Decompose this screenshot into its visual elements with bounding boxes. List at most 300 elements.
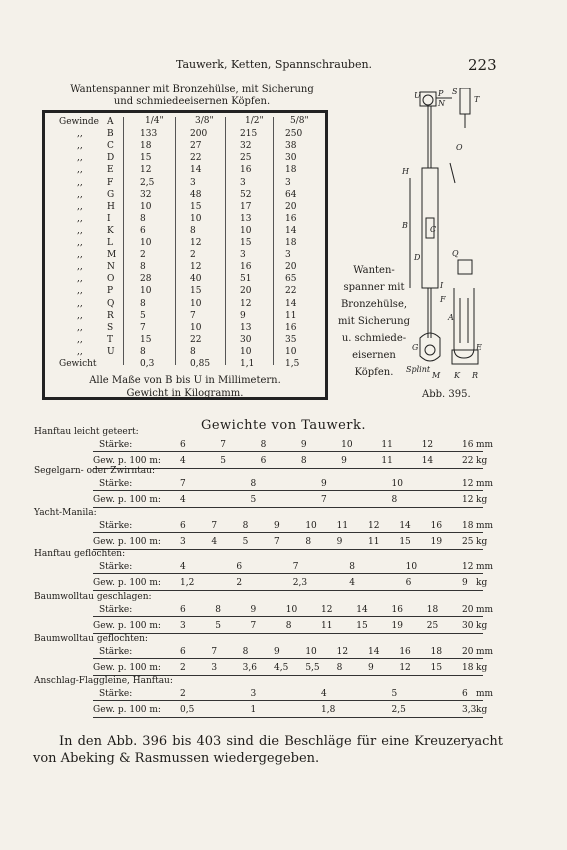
spanner-cell: 32: [140, 189, 152, 200]
gewicht-value: 5: [250, 495, 257, 505]
rope-type-name: Anschlag-Flaggleine, Hanftau:: [34, 676, 173, 686]
spanner-row-label: S: [107, 322, 114, 333]
spanner-row-label: A: [107, 117, 114, 127]
spanner-cell: 18: [285, 165, 297, 176]
staerke-unit: mm: [476, 562, 494, 572]
staerke-value: 6: [462, 689, 468, 699]
spanner-cell: 64: [285, 189, 297, 200]
figure-caption-line: eisernen: [352, 350, 396, 361]
spanner-cell: 40: [190, 274, 202, 285]
staerke-value: 12: [421, 440, 434, 450]
spanner-row-label: K: [107, 225, 114, 236]
gewicht-value: 19: [391, 621, 403, 631]
spanner-cell: 8: [190, 225, 196, 236]
spanner-column-header: 3/8": [195, 116, 214, 126]
figure-letter: N: [438, 99, 445, 108]
spanner-cell: 20: [285, 262, 297, 273]
gewicht-value: 4: [349, 578, 355, 588]
staerke-value: 4: [180, 562, 186, 572]
spanner-cell: 51: [240, 274, 252, 285]
spanner-cell: 15: [190, 286, 202, 297]
spanner-cell: 25: [240, 153, 252, 164]
spanner-table-footnote-2: Gewicht in Kilogramm.: [126, 388, 244, 399]
gewicht-unit: kg: [476, 537, 488, 547]
staerke-value: 16: [430, 521, 443, 531]
spanner-cell: 6: [140, 225, 146, 236]
figure-letter: H: [402, 167, 409, 176]
staerke-value: 3: [250, 689, 257, 699]
spanner-row-ditto: ,,: [77, 250, 83, 261]
spanner-cell: 10: [285, 346, 297, 357]
spanner-cell: 30: [240, 334, 252, 345]
staerke-value: 12: [336, 647, 349, 657]
spanner-cell: 10: [140, 201, 152, 212]
staerke-value: 18: [426, 605, 439, 615]
spanner-row-ditto: ,,: [77, 334, 83, 345]
staerke-value: 5: [391, 689, 398, 699]
spanner-cell: 10: [190, 322, 202, 333]
spanner-cell: 12: [240, 298, 252, 309]
spanner-row-label: U: [107, 346, 115, 357]
gewicht-value: 25: [426, 621, 439, 631]
figure-letter: F: [440, 295, 446, 304]
staerke-value: 20: [462, 605, 474, 615]
spanner-cell: 3: [240, 250, 246, 261]
rope-rule: [93, 616, 483, 617]
spanner-row-ditto: ,,: [77, 238, 83, 248]
spanner-cell: 8: [140, 346, 146, 357]
spanner-row-label: E: [107, 165, 114, 176]
staerke-value: 10: [405, 562, 418, 572]
staerke-unit: mm: [476, 647, 494, 657]
spanner-corner-label: Gewinde: [59, 117, 99, 127]
staerke-value: 7: [211, 521, 218, 531]
staerke-value: 10: [285, 605, 298, 615]
spanner-cell: 16: [240, 262, 252, 273]
gewicht-value: 5,5: [305, 663, 320, 673]
staerke-value: 11: [336, 521, 349, 531]
spanner-row-ditto: ,,: [77, 310, 83, 321]
spanner-cell: 13: [240, 322, 252, 333]
figure-letter: O: [456, 143, 463, 152]
gewicht-value: 14: [421, 456, 434, 466]
figure-letter: B: [402, 221, 408, 230]
spanner-cell: 16: [240, 165, 252, 176]
spanner-cell: 2,5: [140, 177, 155, 188]
staerke-label: Stärke:: [99, 605, 133, 615]
spanner-cell: 8: [190, 346, 196, 357]
spanner-row-ditto: ,,: [77, 225, 83, 236]
staerke-value: 7: [211, 647, 218, 657]
rope-rule: [93, 490, 483, 491]
spanner-column-header: 1/4": [145, 116, 164, 126]
gewicht-value: 30: [462, 621, 474, 631]
gewicht-value: 7: [321, 495, 327, 505]
staerke-value: 8: [215, 605, 221, 615]
gewicht-value: 22: [462, 456, 474, 466]
gewicht-label: Gew. p. 100 m:: [93, 705, 161, 715]
staerke-value: 18: [430, 647, 443, 657]
spanner-cell: 8: [140, 213, 146, 224]
gewicht-value: 3: [211, 663, 218, 673]
gewicht-value: 9: [462, 578, 468, 588]
spanner-row-label: N: [107, 262, 115, 273]
spanner-cell: 48: [190, 189, 202, 200]
figure-caption-line: u. schmiede-: [341, 333, 407, 344]
spanner-cell: 1,5: [285, 359, 300, 369]
spanner-cell: 12: [190, 262, 202, 273]
spanner-cell: 18: [285, 238, 297, 248]
spanner-cell: 200: [190, 129, 208, 140]
spanner-cell: 5: [140, 310, 146, 321]
rope-type-name: Hanftau geflochten:: [34, 549, 126, 559]
figure-caption-line: spanner mit: [343, 282, 405, 293]
spanner-cell: 2: [140, 250, 146, 261]
closing-paragraph: In den Abb. 396 bis 403 sind die Beschläge für eine Kreuzeryacht von Abeking & Rasmussen wiedergegeben.: [33, 734, 503, 766]
spanner-column-header: 1/2": [245, 116, 264, 126]
gewicht-value: 1: [250, 705, 257, 715]
gewicht-label: Gew. p. 100 m:: [93, 578, 161, 588]
gewicht-value: 11: [368, 537, 380, 547]
staerke-value: 14: [356, 605, 368, 615]
spanner-row-label: F: [107, 177, 114, 188]
gewicht-value: 7: [250, 621, 257, 631]
spanner-row-ditto: ,,: [77, 129, 83, 140]
figure-letter: M: [432, 371, 441, 380]
gewicht-value: 4: [180, 456, 186, 466]
staerke-label: Stärke:: [99, 479, 133, 489]
gewicht-value: 4: [180, 495, 186, 505]
gewicht-value: 9: [341, 456, 347, 466]
rope-type-name: Baumwolltau geflochten:: [34, 634, 148, 644]
spanner-row-ditto: ,,: [77, 322, 83, 333]
gewicht-value: 18: [462, 663, 474, 673]
spanner-cell: 8: [140, 262, 146, 273]
gewicht-value: 7: [274, 537, 280, 547]
spanner-cell: 10: [190, 298, 202, 309]
figure-letter: T: [474, 95, 480, 104]
spanner-cell: 32: [240, 141, 252, 152]
staerke-value: 7: [220, 440, 227, 450]
spanner-cell: 15: [240, 238, 252, 248]
spanner-row-ditto: ,,: [77, 189, 83, 200]
spanner-row-label: M: [107, 250, 117, 261]
spanner-cell: 250: [285, 129, 303, 140]
spanner-row-label: H: [107, 201, 115, 212]
staerke-value: 2: [180, 689, 186, 699]
staerke-value: 9: [300, 440, 307, 450]
staerke-value: 9: [274, 521, 280, 531]
spanner-cell: 17: [240, 201, 252, 212]
spanner-row-ditto: ,,: [77, 298, 83, 309]
staerke-value: 9: [250, 605, 257, 615]
spanner-cell: 15: [140, 334, 152, 345]
spanner-cell: 0,3: [140, 359, 155, 369]
rope-rule: [93, 573, 483, 574]
spanner-cell: 3: [190, 177, 196, 188]
staerke-unit: mm: [476, 521, 494, 531]
spanner-cell: 7: [140, 322, 146, 333]
rope-type-name: Segelgarn- oder Zwirntau:: [34, 466, 155, 476]
spanner-row-label: L: [107, 238, 113, 248]
spanner-table-footnote-1: Alle Maße von B bis U in Millimetern.: [89, 375, 281, 386]
spanner-row-label: B: [107, 129, 114, 140]
spanner-row-label: I: [107, 213, 111, 224]
staerke-value: 12: [368, 521, 380, 531]
staerke-value: 6: [180, 440, 186, 450]
gewicht-value: 12: [399, 663, 411, 673]
staerke-value: 7: [292, 562, 299, 572]
staerke-value: 16: [391, 605, 403, 615]
spanner-row-ditto: ,,: [77, 141, 83, 152]
figure-letter: P: [438, 89, 444, 98]
staerke-value: 9: [321, 479, 327, 489]
rope-rule: [93, 700, 483, 701]
staerke-value: 12: [321, 605, 333, 615]
spanner-row-ditto: ,,: [77, 153, 83, 164]
staerke-value: 6: [236, 562, 243, 572]
gewicht-value: 2: [180, 663, 186, 673]
staerke-value: 8: [260, 440, 267, 450]
figure-letter: C: [430, 225, 437, 234]
spanner-row-label: O: [107, 274, 115, 285]
gewicht-value: 9: [368, 663, 374, 673]
figure-label: Abb. 395.: [422, 389, 471, 400]
gewicht-value: 3,6: [242, 663, 257, 673]
staerke-value: 14: [368, 647, 380, 657]
gewicht-value: 4,5: [274, 663, 289, 673]
spanner-cell: 16: [285, 322, 297, 333]
spanner-cell: 22: [285, 286, 297, 297]
spanner-cell: 12: [140, 165, 152, 176]
staerke-value: 12: [462, 479, 474, 489]
gewicht-value: 15: [430, 663, 443, 673]
spanner-cell: 15: [140, 153, 152, 164]
figure-letter: E: [476, 343, 482, 352]
spanner-cell: 22: [190, 153, 202, 164]
spanner-row-label: Gewicht: [59, 359, 97, 369]
staerke-label: Stärke:: [99, 647, 133, 657]
gewicht-label: Gew. p. 100 m:: [93, 621, 161, 631]
spanner-cell: 10: [240, 225, 252, 236]
staerke-value: 10: [391, 479, 403, 489]
spanner-row-label: T: [107, 334, 114, 345]
staerke-value: 8: [349, 562, 355, 572]
gewicht-value: 5: [242, 537, 249, 547]
staerke-label: Stärke:: [99, 689, 133, 699]
staerke-unit: mm: [476, 440, 494, 450]
staerke-unit: mm: [476, 605, 494, 615]
figure-letter: I: [440, 281, 444, 290]
rope-rule: [93, 717, 483, 718]
gewicht-value: 5: [215, 621, 221, 631]
spanner-cell: 10: [240, 346, 252, 357]
figure-letter: R: [472, 371, 479, 380]
spanner-cell: 20: [240, 286, 252, 297]
spanner-cell: 22: [190, 334, 202, 345]
staerke-unit: mm: [476, 479, 494, 489]
gewicht-value: 1,8: [321, 705, 336, 715]
gewicht-value: 3,3: [462, 705, 477, 715]
spanner-cell: 11: [285, 310, 297, 321]
spanner-cell: 10: [190, 213, 202, 224]
figure-letter: A: [448, 313, 454, 322]
gewicht-unit: kg: [476, 621, 488, 631]
spanner-cell: 3: [240, 177, 246, 188]
spanner-row-ditto: ,,: [77, 177, 83, 188]
gewicht-label: Gew. p. 100 m:: [93, 495, 161, 505]
gewicht-label: Gew. p. 100 m:: [93, 537, 161, 547]
staerke-value: 10: [341, 440, 353, 450]
spanner-row-label: R: [107, 310, 114, 321]
gewicht-value: 3: [180, 537, 186, 547]
rope-type-name: Yacht-Manila:: [34, 508, 97, 518]
gewicht-value: 8: [391, 495, 398, 505]
gewicht-value: 12: [462, 495, 474, 505]
staerke-value: 8: [242, 521, 249, 531]
gewicht-value: 1,2: [180, 578, 195, 588]
spanner-cell: 15: [190, 201, 202, 212]
spanner-cell: 10: [140, 238, 152, 248]
gewicht-unit: kg: [476, 705, 488, 715]
spanner-row-label: Q: [107, 298, 115, 309]
gewicht-value: 9: [336, 537, 343, 547]
gewicht-value: 3: [180, 621, 186, 631]
staerke-label: Stärke:: [99, 440, 133, 450]
spanner-cell: 65: [285, 274, 297, 285]
spanner-row-ditto: ,,: [77, 274, 83, 285]
gewicht-value: 2,5: [391, 705, 406, 715]
spanner-row-label: D: [107, 153, 115, 164]
figure-splint-label: Splint: [406, 365, 431, 374]
staerke-unit: mm: [476, 689, 494, 699]
rope-rule: [93, 658, 483, 659]
gewicht-value: 0,5: [180, 705, 195, 715]
spanner-row-ditto: ,,: [77, 286, 83, 297]
spanner-cell: 9: [240, 310, 246, 321]
spanner-cell: 3: [285, 250, 291, 261]
gewicht-value: 8: [300, 456, 307, 466]
spanner-cell: 7: [190, 310, 196, 321]
gewicht-unit: kg: [476, 663, 488, 673]
figure-caption-line: mit Sicherung: [338, 316, 410, 327]
rope-rule: [93, 549, 483, 550]
staerke-value: 14: [399, 521, 411, 531]
gewicht-value: 25: [462, 537, 474, 547]
gewicht-value: 4: [211, 537, 218, 547]
staerke-value: 12: [462, 562, 474, 572]
gewicht-unit: kg: [476, 578, 488, 588]
spanner-cell: 35: [285, 334, 297, 345]
rope-rule: [93, 633, 483, 634]
spanner-cell: 52: [240, 189, 252, 200]
figure-caption-line: Wanten-: [353, 265, 395, 276]
staerke-value: 9: [274, 647, 280, 657]
spanner-row-label: C: [107, 141, 114, 152]
figure-letter: Q: [452, 249, 459, 258]
spanner-column-header: 5/8": [290, 116, 309, 126]
spanner-cell: 10: [140, 286, 152, 297]
spanner-row-label: G: [107, 189, 115, 200]
spanner-cell: 14: [285, 298, 297, 309]
rope-rule: [93, 451, 483, 452]
page-number: 223: [468, 56, 497, 74]
gewicht-value: 15: [399, 537, 411, 547]
spanner-row-ditto: ,,: [77, 165, 83, 176]
rope-rule: [93, 590, 483, 591]
spanner-row-label: P: [107, 286, 114, 297]
gewicht-unit: kg: [476, 495, 488, 505]
spanner-row-ditto: ,,: [77, 201, 83, 212]
spanner-cell: 215: [240, 129, 258, 140]
spanner-cell: 14: [190, 165, 202, 176]
spanner-cell: 2: [190, 250, 196, 261]
staerke-value: 10: [305, 521, 317, 531]
gewicht-value: 2: [236, 578, 243, 588]
staerke-value: 6: [180, 647, 186, 657]
staerke-label: Stärke:: [99, 521, 133, 531]
gewicht-value: 6: [260, 456, 267, 466]
spanner-cell: 8: [140, 298, 146, 309]
gewicht-label: Gew. p. 100 m:: [93, 456, 161, 466]
spanner-cell: 3: [285, 177, 291, 188]
staerke-value: 6: [180, 605, 186, 615]
staerke-value: 16: [462, 440, 474, 450]
spanner-row-ditto: ,,: [77, 213, 83, 224]
gewicht-value: 19: [430, 537, 443, 547]
spanner-cell: 38: [285, 141, 297, 152]
staerke-value: 4: [321, 689, 327, 699]
gewicht-value: 8: [336, 663, 343, 673]
spanner-table-title-line2: und schmiedeeisernen Köpfen.: [113, 96, 271, 107]
spanner-cell: 14: [285, 225, 297, 236]
rope-rule: [93, 507, 483, 508]
spanner-cell: 133: [140, 129, 158, 140]
spanner-cell: 12: [190, 238, 202, 248]
gewicht-value: 6: [405, 578, 412, 588]
spanner-table-title-line1: Wantenspanner mit Bronzehülse, mit Sicherung: [70, 84, 314, 95]
rope-type-name: Hanftau leicht geteert:: [34, 427, 139, 437]
rope-rule: [93, 532, 483, 533]
spanner-cell: 13: [240, 213, 252, 224]
gewicht-label: Gew. p. 100 m:: [93, 663, 161, 673]
staerke-value: 8: [242, 647, 249, 657]
staerke-value: 20: [462, 647, 474, 657]
figure-letter: U: [414, 91, 421, 100]
gewicht-unit: kg: [476, 456, 488, 466]
spanner-cell: 16: [285, 213, 297, 224]
spanner-cell: 28: [140, 274, 152, 285]
spanner-cell: 0,85: [190, 359, 211, 369]
rope-weights-title: Gewichte von Tauwerk.: [200, 418, 367, 433]
figure-letter: S: [452, 88, 458, 96]
figure-caption-line: Bronzehülse,: [340, 299, 408, 310]
staerke-value: 10: [305, 647, 317, 657]
figure-letter: D: [414, 253, 421, 262]
spanner-cell: 30: [285, 153, 297, 164]
staerke-value: 6: [180, 521, 186, 531]
gewicht-value: 11: [381, 456, 393, 466]
gewicht-value: 11: [321, 621, 333, 631]
spanner-row-ditto: ,,: [77, 346, 83, 357]
staerke-label: Stärke:: [99, 562, 133, 572]
gewicht-value: 8: [285, 621, 292, 631]
gewicht-value: 8: [305, 537, 312, 547]
staerke-value: 16: [399, 647, 411, 657]
gewicht-value: 15: [356, 621, 368, 631]
spanner-row-ditto: ,,: [77, 262, 83, 273]
staerke-value: 8: [250, 479, 257, 489]
